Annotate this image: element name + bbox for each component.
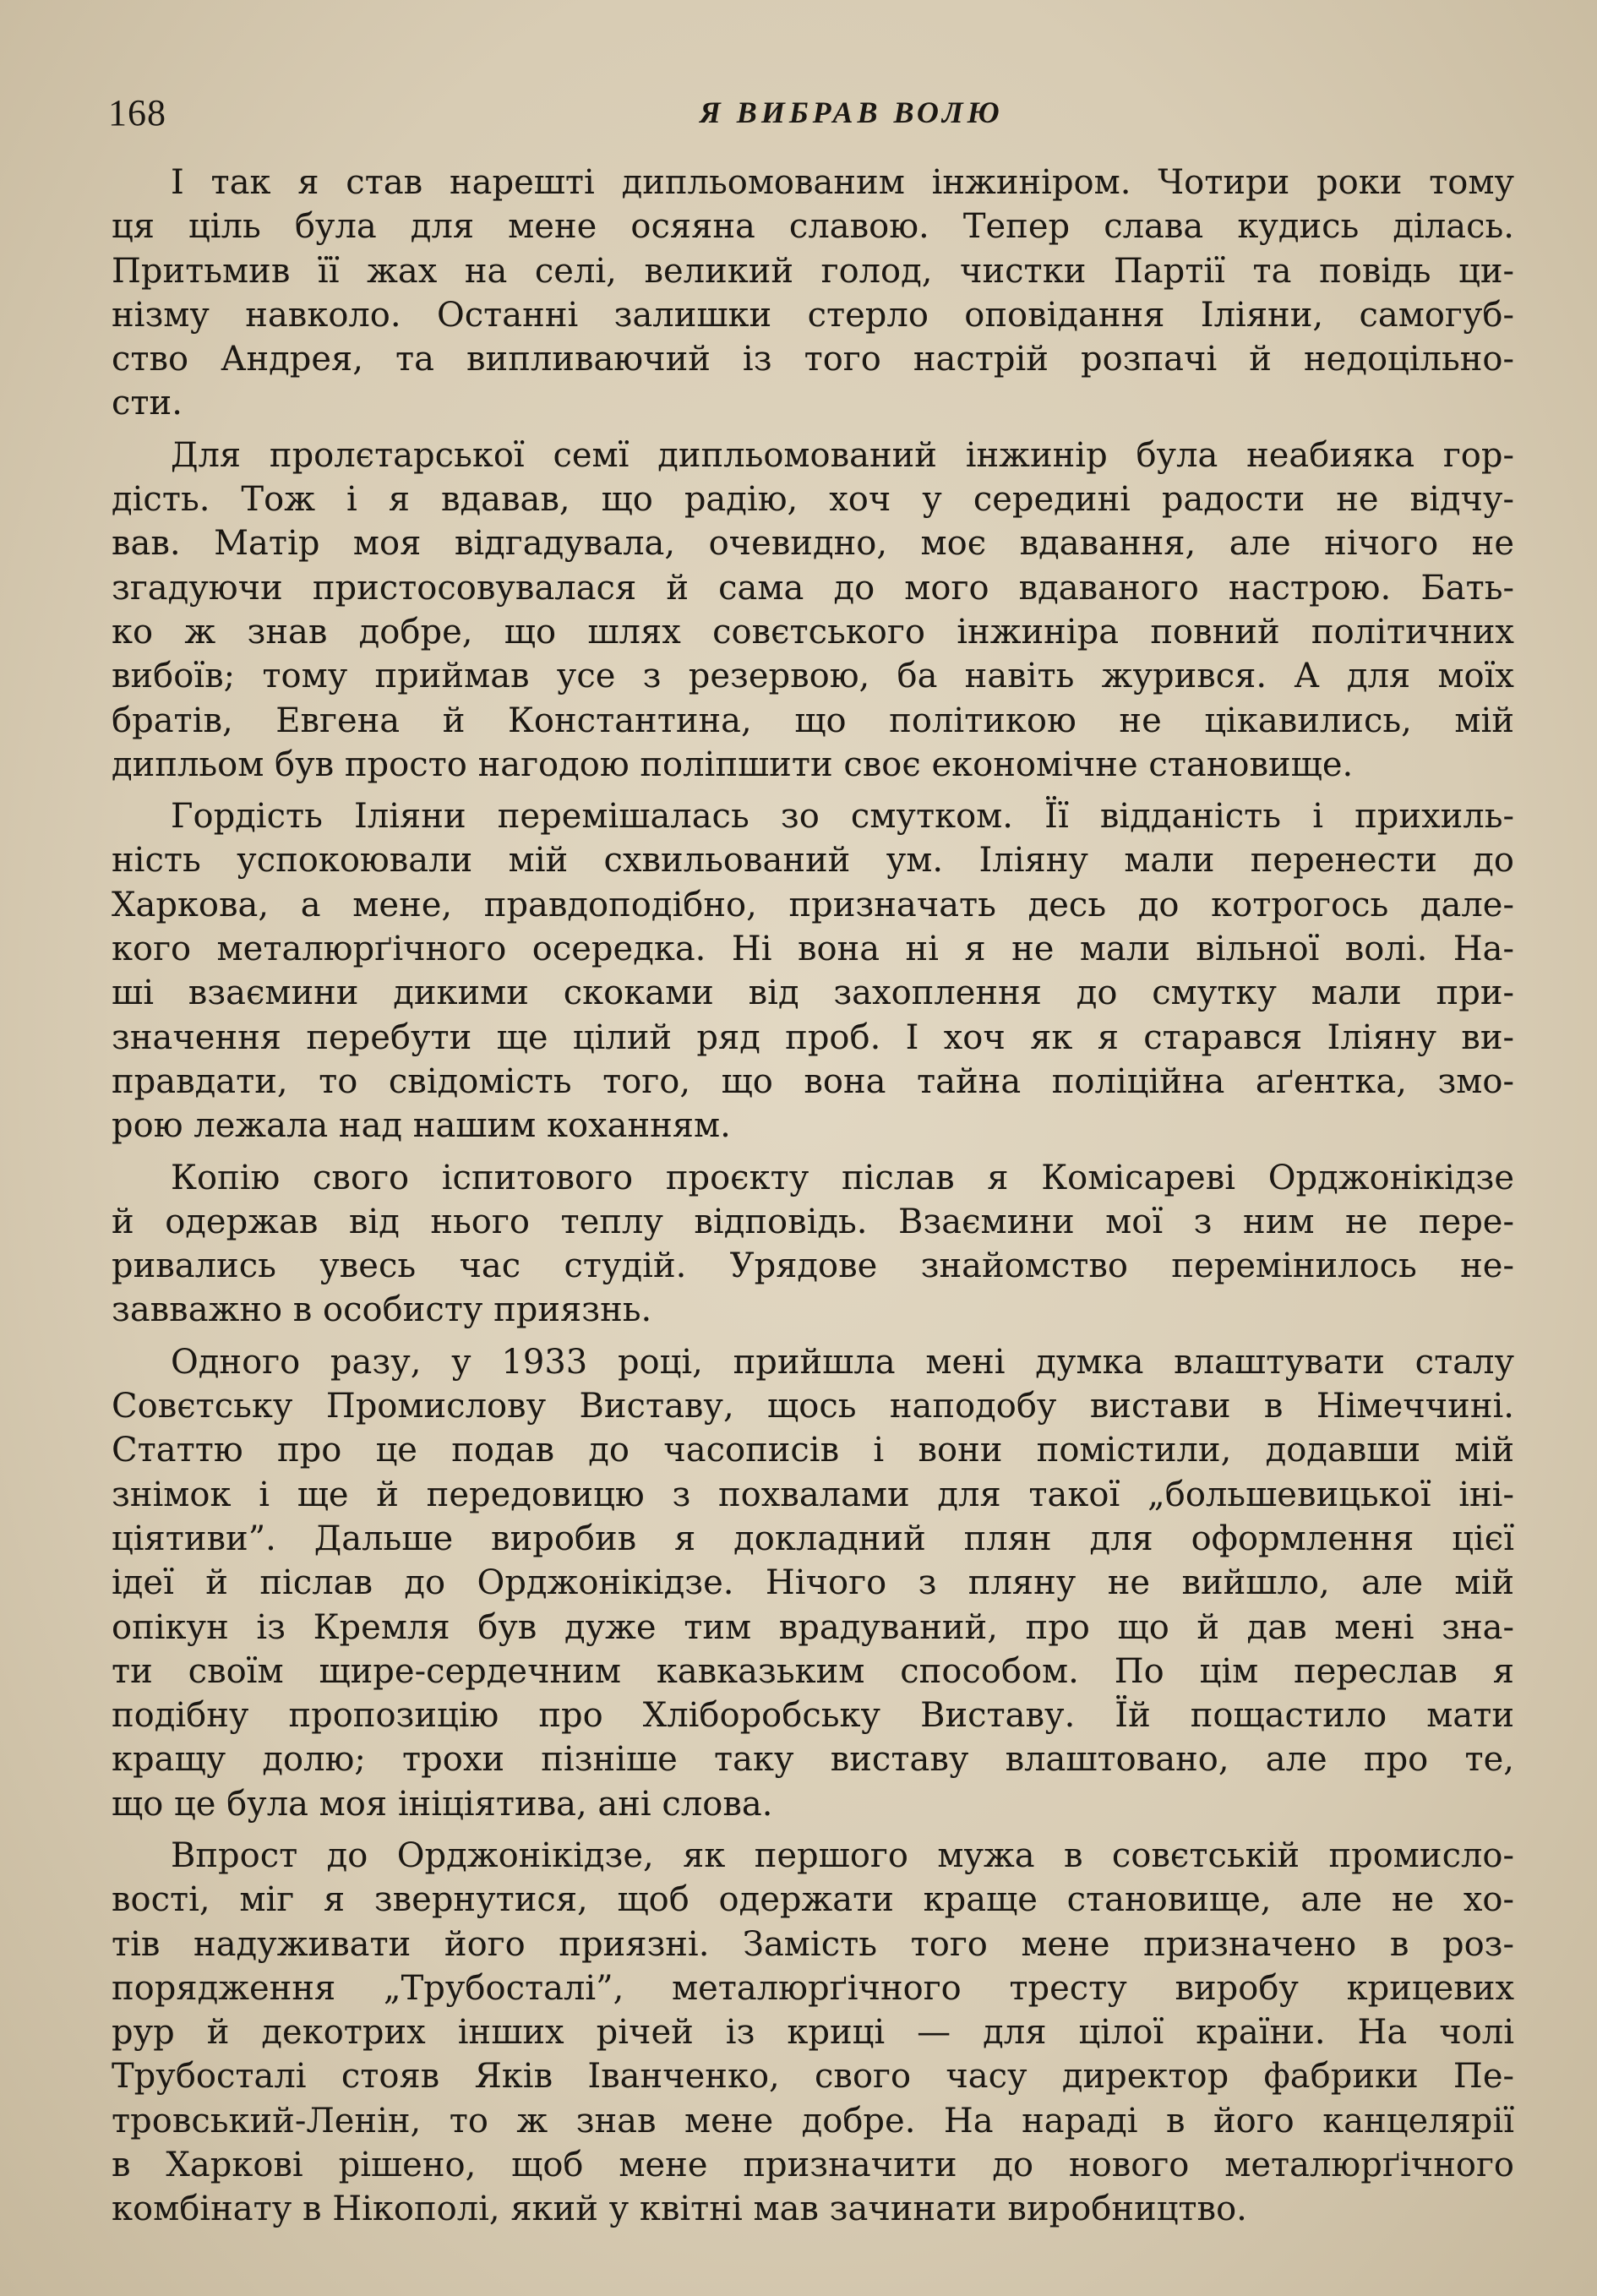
text-line: братів, Евгена й Константина, що політикою не цікавились, мій — [112, 701, 1514, 740]
body-text — [112, 161, 1514, 2239]
text-line: порядження „Трубосталі”, металюрґічного тресту виробу крицевих — [112, 1968, 1514, 2008]
text-line: в Харкові рішено, щоб мене призначити до нового металюрґічного — [112, 2146, 1514, 2185]
text-line: згадуючи пристосовувалася й сама до мого вдаваного настрою. Бать- — [112, 568, 1514, 608]
text-line: нізму навколо. Останні залишки стерло оповідання Іліяни, самогуб- — [112, 295, 1514, 335]
paragraph — [112, 1340, 1514, 1826]
text-line: кращу долю; трохи пізніше таку виставу влаштовано, але про те, — [112, 1740, 1514, 1780]
page-number: 168 — [108, 92, 166, 134]
text-line: Трубосталі стояв Яків Іванченко, свого часу директор фабрики Пе- — [112, 2057, 1514, 2097]
text-line: ші взаємини дикими скоками від захоплення до смутку мали при- — [112, 973, 1514, 1013]
text-line: комбінату в Нікополі, який у квітні мав зачинати виробництво. — [112, 2190, 1247, 2229]
text-line: ність успокоювали мій схвильований ум. Іліяну мали перенести до — [112, 841, 1514, 881]
text-line: дипльом був просто нагодою поліпшити своє економічне становище. — [112, 744, 1354, 784]
text-line: тровський-Ленін, то ж знав мене добре. На нараді в його канцелярії — [112, 2101, 1514, 2141]
text-line: сти. — [112, 384, 183, 423]
text-line: дість. Тож і я вдавав, що радію, хоч у середині радости не відчу- — [112, 480, 1514, 520]
text-line: Совєтську Промислову Виставу, щось наподобу вистави в Німеччині. — [112, 1387, 1514, 1426]
text-line: рур й декотрих інших річей із криці — для цілої країни. На чолі — [112, 2013, 1514, 2053]
text-line: Статтю про це подав до часописів і вони помістили, додавши мій — [112, 1431, 1514, 1470]
text-line: подібну пропозицію про Хліборобську Виставу. Їй пощастило мати — [112, 1696, 1514, 1736]
text-line: вав. Матір моя відгадувала, очевидно, моє вдавання, але нічого не — [112, 524, 1514, 564]
text-line: ціятиви”. Дальше виробив я докладний плян для оформлення цієї — [112, 1519, 1514, 1558]
text-line: опікун із Кремля був дуже тим врадуваний, про що й дав мені зна- — [112, 1607, 1514, 1647]
text-line: ко ж знав добре, що шлях совєтського інжиніра повний політичних — [112, 612, 1514, 652]
running-title: Я ВИБРАВ ВОЛЮ — [700, 95, 1004, 129]
text-line: ідеї й післав до Орджонікідзе. Нічого з пляну не вийшло, але мій — [112, 1563, 1514, 1603]
text-line: Харкова, а мене, правдоподібно, призначать десь до котрогось дале- — [112, 885, 1514, 924]
running-head — [108, 91, 1528, 142]
paragraph — [112, 161, 1514, 426]
text-line: ця ціль була для мене осяяна славою. Тепер слава кудись ділась. — [112, 207, 1514, 247]
text-line: Копію свого іспитового проєкту післав я Комісареві Орджонікідзе — [171, 1158, 1514, 1197]
text-line: й одержав від нього теплу відповідь. Взаємини мої з ним не пере- — [112, 1202, 1514, 1241]
text-line: рою лежала над нашим коханням. — [112, 1106, 731, 1146]
paragraph — [112, 1834, 1514, 2232]
text-line: Притьмив її жах на селі, великий голод, чистки Партії та повідь ци- — [112, 251, 1514, 291]
text-line: І так я став нарешті дипльомованим інжиніром. Чотири роки тому — [171, 163, 1514, 202]
text-line: Гордість Іліяни перемішалась зо смутком. Її відданість і прихиль- — [171, 797, 1514, 837]
text-line: знімок і ще й передовицю з похвалами для такої „большевицької іні- — [112, 1475, 1514, 1514]
text-line: вибоїв; тому приймав усе з резервою, ба навіть журився. А для моїх — [112, 657, 1514, 696]
text-line: Одного разу, у 1933 році, прийшла мені думка влаштувати сталу — [171, 1342, 1514, 1382]
text-line: вості, міг я звернутися, щоб одержати краще становище, але не хо- — [112, 1880, 1514, 1920]
text-line: ти своїм щире-сердечним кавказьким способом. По цім переслав я — [112, 1651, 1514, 1691]
text-line: правдати, то свідомість того, що вона тайна поліційна аґентка, змо- — [112, 1061, 1514, 1101]
text-line: Впрост до Орджонікідзе, як першого мужа в совєтській промисло- — [171, 1835, 1514, 1875]
paragraph — [112, 1156, 1514, 1333]
paragraph — [112, 794, 1514, 1148]
text-line: що це була моя ініціятива, ані слова. — [112, 1784, 773, 1824]
text-line: кого металюрґічного осередка. Ні вона ні я не мали вільної волі. На- — [112, 930, 1514, 969]
text-line: ство Андрея, та випливаючий із того настрій розпачі й недоцільно- — [112, 340, 1514, 379]
text-line: ривались увесь час студій. Урядове знайомство перемінилось не- — [112, 1246, 1514, 1286]
text-line: Для пролєтарської семї дипльомований інжинір була неабияка гор- — [171, 435, 1514, 475]
paragraph — [112, 434, 1514, 787]
text-line: значення перебути ще цілий ряд проб. І хоч як я старався Іліяну ви- — [112, 1017, 1514, 1057]
text-line: тів надуживати його приязні. Замість того мене призначено в роз- — [112, 1924, 1514, 1964]
text-line: завважно в особисту приязнь. — [112, 1290, 652, 1330]
